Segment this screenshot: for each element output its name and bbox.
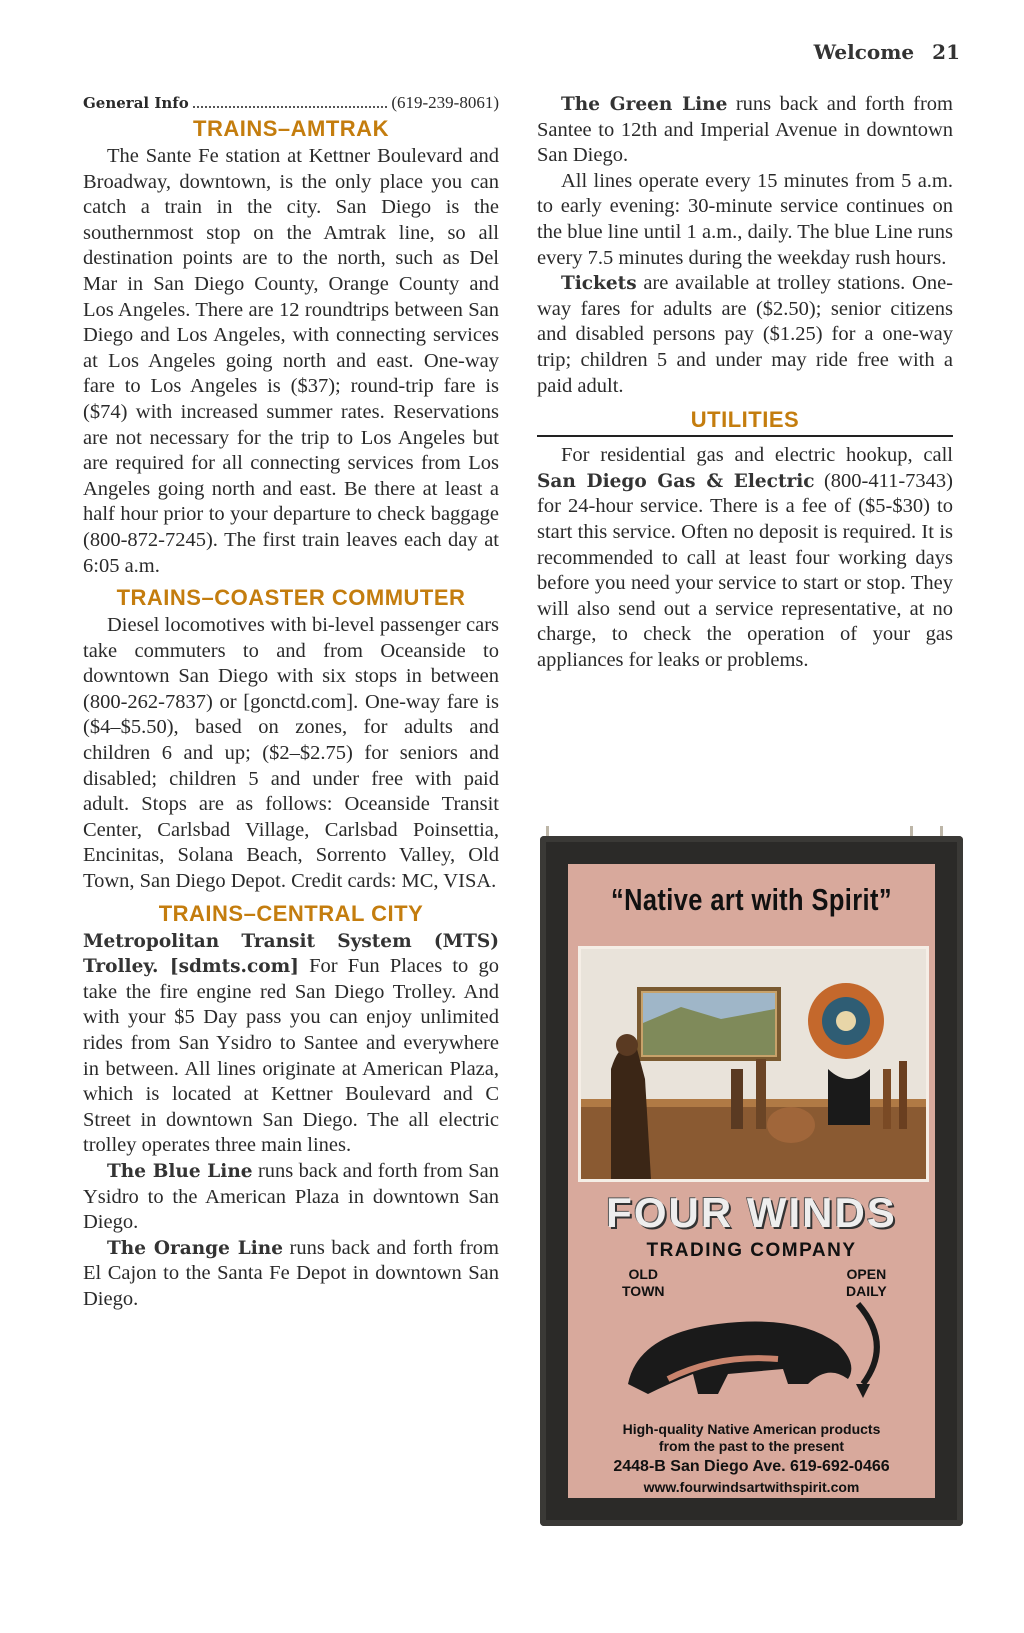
mts-trolley-name: Metropolitan Transit System (MTS) Trolley. [sdmts.com]	[83, 930, 499, 978]
green-line-paragraph	[537, 92, 953, 169]
ad-location-line1: OLD	[628, 1266, 659, 1282]
ad-tagline-line2: from the past to the present	[658, 1438, 845, 1454]
ad-company-name: FOUR WINDS	[606, 1189, 897, 1236]
ad-subtitle: TRADING COMPANY	[646, 1240, 857, 1261]
utilities-heading: UTILITIES	[537, 405, 953, 437]
blue-line-paragraph	[83, 1159, 499, 1236]
right-column	[537, 92, 953, 673]
coaster-paragraph: Diesel locomotives with bi-level passenger cars take commuters to and from Oceanside to downtown San Diego with six stops in between (800-262-7837) or [gonctd.com]. One-way fare is ($4–$5.50), based on zones, for adults and children 6 and up; ($2–$2.75) for seniors and disabled; children 5 and under free with paid adult. Stops are as follows: Oceanside Transit Center, Carlsbad Village, Carlsbad Poinsettia, Encinitas, Solana Beach, Sorrento Valley, Old Town, San Diego Depot. Credit cards: MC, VISA.	[83, 614, 499, 893]
green-line-text: runs back and forth from Santee to 12th and Imperial Avenue in downtown San Diego.	[537, 93, 953, 167]
general-info-phone: (619-239-8061)	[391, 93, 499, 112]
rug-fringe	[910, 826, 913, 836]
gallery-photo-image	[581, 949, 926, 1179]
amtrak-heading: TRAINS–AMTRAK	[193, 116, 389, 141]
central-city-paragraph	[83, 929, 499, 1159]
all-lines-paragraph: All lines operate every 15 minutes from 5 a.m. to early evening: 30-minute service continues on the blue line until 1 a.m., daily. The blue Line runs every 7.5 minutes during the weekday rush hours.	[537, 169, 953, 269]
gallery-photo	[578, 946, 929, 1182]
central-city-heading: TRAINS–CENTRAL CITY	[158, 900, 424, 926]
ad-location-line2: TOWN	[622, 1283, 665, 1299]
four-winds-advertisement	[540, 836, 963, 1526]
utilities-text: (800-411-7343) for 24-hour service. There is a fee of ($5-$30) to start this service. Often no deposit is required. It is recommended to call at least four working days before you need your service to start or stop. They will also send out a service representative, at no charge, to check the operation of your gas appliances for leaks or problems.	[537, 469, 954, 671]
ad-headline: “Native art with Spirit”	[610, 882, 893, 917]
coaster-heading: TRAINS–COASTER COMMUTER	[116, 585, 466, 611]
tickets-label: Tickets	[561, 273, 637, 295]
general-info-line	[83, 92, 499, 114]
orange-line-label: The Orange Line	[107, 1237, 283, 1259]
ad-hours-line2: DAILY	[846, 1283, 887, 1299]
green-line-label: The Green Line	[561, 94, 728, 115]
orange-line-paragraph	[83, 1236, 499, 1313]
ad-website: www.fourwindsartwithspirit.com	[643, 1479, 860, 1495]
left-column	[83, 92, 499, 1313]
header-section: Welcome	[813, 40, 915, 64]
ad-hours-line1: OPEN	[846, 1266, 887, 1282]
utilities-paragraph	[537, 443, 953, 673]
sdge-name: San Diego Gas & Electric	[537, 470, 815, 492]
rug-fringe	[940, 826, 943, 836]
ad-address-phone: 2448-B San Diego Ave. 619-692-0466	[613, 1458, 890, 1475]
central-city-text: For Fun Places to go take the fire engine red San Diego Trolley. And with your $5 Day pass you can enjoy unlimited rides from San Ysidro to Santee and everywhere in between. All lines originate at American Plaza, which is located at Kettner Boulevard and C Street in downtown San Diego. The all electric trolley operates three main lines.	[83, 955, 499, 1157]
running-header	[814, 40, 960, 64]
general-info-label: General Info	[83, 94, 189, 112]
tickets-paragraph	[537, 271, 953, 399]
badger-logo-icon	[608, 1274, 898, 1414]
utilities-pre: For residential gas and electric hookup, call	[561, 444, 953, 467]
orange-line-text: runs back and forth from El Cajon to the Santa Fe Depot in downtown San Diego.	[83, 1236, 499, 1310]
blue-line-label: The Blue Line	[107, 1160, 253, 1182]
rug-fringe	[546, 826, 549, 836]
blue-line-text: runs back and forth from San Ysidro to the American Plaza in downtown San Diego.	[83, 1159, 499, 1234]
ad-panel	[568, 864, 935, 1498]
tickets-text: are available at trolley stations. One-way fares for adults are ($2.50); senior citizens and disabled persons pay ($1.25) for a one-way trip; children 5 and under may ride free with a paid adult.	[537, 272, 953, 397]
amtrak-paragraph: The Sante Fe station at Kettner Boulevard and Broadway, downtown, is the only place you can catch a train in the city. San Diego is the southernmost stop on the Amtrak line, so all destination points are to the north, such as Del Mar in San Diego County, Orange County and Los Angeles. There are 12 roundtrips between San Diego and Los Angeles, with connecting services at Los Angeles going north and east. One-way fare to Los Angeles is ($37); round-trip fare is ($74) with increased summer rates. Reservations are not necessary for the trip to Los Angeles but are required for all connecting services from Los Angeles going north and east. Be there at least a half hour prior to your departure to check baggage (800-872-7245). The first train leaves each day at 6:05 a.m.	[83, 145, 499, 577]
page-number: 21	[932, 40, 960, 64]
leader-dots	[193, 106, 388, 108]
ad-tagline-line1: High-quality Native American products	[622, 1421, 881, 1437]
